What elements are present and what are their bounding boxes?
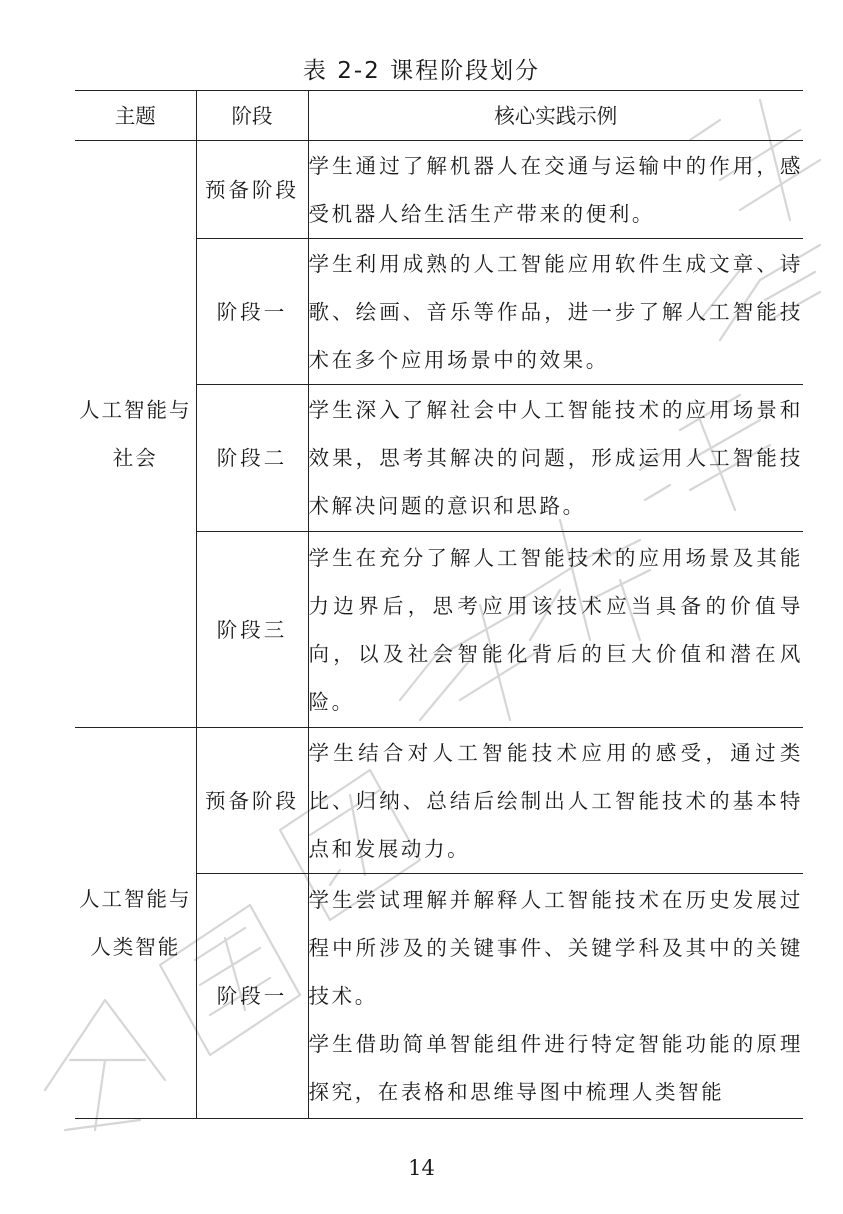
example-text: 学生深入了解社会中人工智能技术的应用场景和效果，思考其解决的问题，形成运用人工智能技术解决问题的意识和思路。	[308, 398, 803, 518]
stage-cell: 阶段三	[196, 532, 308, 728]
table-title: 表 2-2 课程阶段划分	[302, 58, 541, 84]
header-example: 核心实践示例	[308, 91, 803, 141]
header-topic: 主题	[75, 91, 196, 141]
example-cell	[308, 532, 803, 728]
topic-cell: 人工智能与社会	[75, 141, 196, 728]
example-text: 学生结合对人工智能技术应用的感受，通过类比、归纳、总结后绘制出人工智能技术的基本特点和发展动力。	[308, 740, 803, 861]
table-row	[75, 728, 803, 874]
header-stage: 阶段	[196, 91, 308, 141]
table-header-row	[75, 91, 803, 141]
stage-cell: 预备阶段	[196, 728, 308, 874]
example-cell	[308, 141, 803, 239]
page-number: 14	[408, 1156, 435, 1180]
example-text: 学生通过了解机器人在交通与运输中的作用，感受机器人给生活生产带来的便利。	[308, 153, 803, 226]
example-text: 学生借助简单智能组件进行特定智能功能的原理探究，在表格和思维导图中梳理人类智能	[308, 1032, 803, 1104]
stage-cell: 阶段二	[196, 385, 308, 532]
stage-cell: 阶段一	[196, 239, 308, 385]
stage-cell: 阶段一	[196, 874, 308, 1119]
topic-cell: 人工智能与人类智能	[75, 728, 196, 1119]
example-cell	[308, 385, 803, 532]
stage-cell: 预备阶段	[196, 141, 308, 239]
example-cell	[308, 874, 803, 1119]
example-text: 学生利用成熟的人工智能应用软件生成文章、诗歌、绘画、音乐等作品，进一步了解人工智能技术在多个应用场景中的效果。	[308, 251, 803, 372]
example-cell	[308, 239, 803, 385]
example-cell	[308, 728, 803, 874]
table-row	[75, 141, 803, 239]
example-text: 学生尝试理解并解释人工智能技术在历史发展过程中所涉及的关键事件、关键学科及其中的关键技术。	[308, 888, 803, 1008]
example-text: 学生在充分了解人工智能技术的应用场景及其能力边界后，思考应用该技术应当具备的价值导向，以及社会智能化背后的巨大价值和潜在风险。	[308, 545, 803, 714]
course-stage-table	[75, 90, 803, 1119]
